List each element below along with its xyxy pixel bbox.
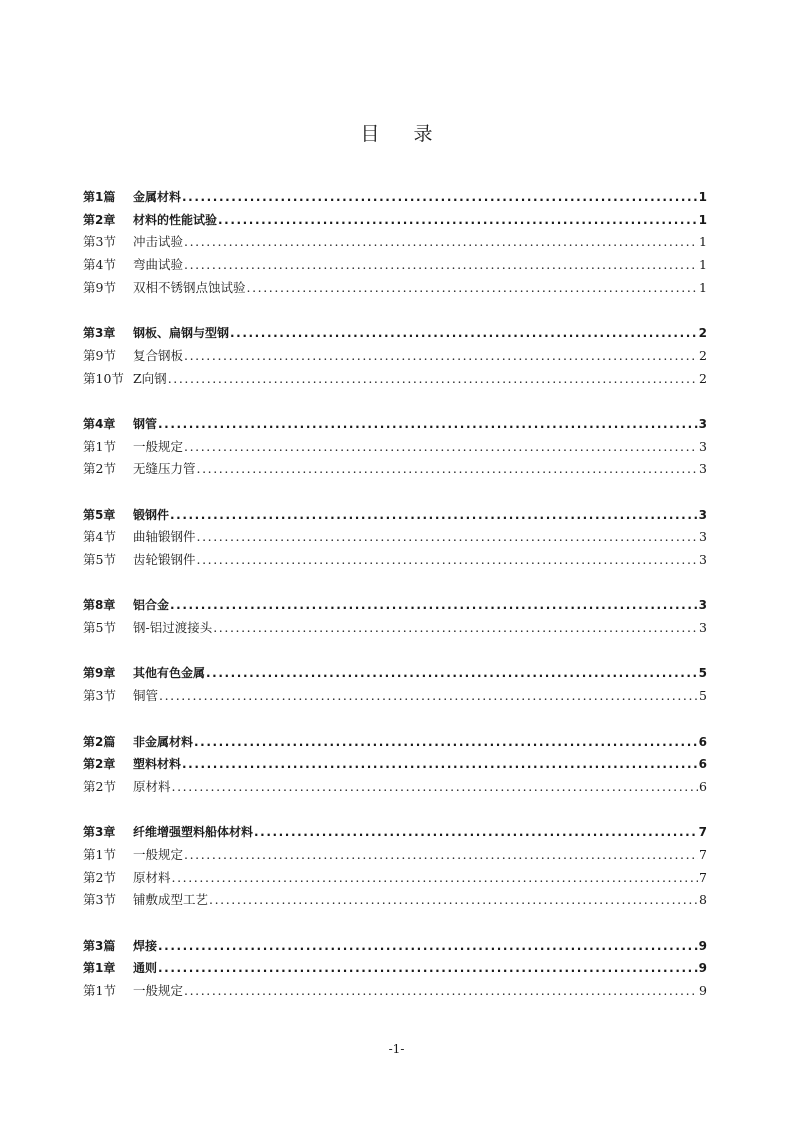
toc-entry-title: 金属材料: [133, 190, 182, 204]
toc-entry-page: 5: [699, 688, 707, 704]
toc-entry-title: 钢板、扁钢与型钢: [133, 326, 230, 341]
toc-entry-title: 通则: [133, 961, 158, 976]
toc-entry-number: 第9节: [83, 279, 116, 295]
toc-entry-number: 第10节: [83, 370, 124, 386]
toc-entry-page: 3: [698, 507, 707, 522]
toc-entry-page: 9: [698, 961, 707, 976]
toc-leader-dots: [197, 549, 699, 572]
toc-entry-number: 第3章: [83, 326, 116, 341]
toc-leader-dots: [184, 844, 698, 867]
toc-leader-dots: [170, 504, 698, 527]
toc-entry-page: 3: [699, 620, 707, 636]
toc-entry[interactable]: [83, 504, 707, 527]
toc-entry-page: 9: [699, 983, 707, 999]
toc-leader-dots: [184, 436, 698, 459]
toc-entry[interactable]: [83, 594, 707, 617]
toc-entry-title: 铜管: [133, 688, 159, 704]
toc-entry[interactable]: [83, 889, 707, 912]
toc-leader-dots: [158, 957, 698, 980]
toc-leader-dots: [158, 935, 698, 958]
toc-entry[interactable]: [83, 231, 707, 254]
toc-entry-page: 3: [698, 416, 707, 431]
toc-entry-page: 2: [699, 347, 707, 363]
toc-entry-page: 1: [698, 190, 707, 204]
toc-entry-title: 无缝压力管: [133, 461, 196, 477]
toc-entry-page: 1: [699, 279, 707, 295]
toc-entry-page: 6: [699, 778, 707, 794]
group-spacer: [83, 390, 707, 413]
toc-entry-title: 材料的性能试验: [133, 212, 218, 227]
toc-entry[interactable]: [83, 980, 707, 1003]
toc-entry-title: 一般规定: [133, 846, 184, 862]
toc-leader-dots: [197, 526, 699, 549]
toc-entry-page: 1: [698, 212, 707, 227]
toc-leader-dots: [184, 980, 698, 1003]
toc-entry-title: 原材料: [133, 778, 171, 794]
toc-entry-title: 非金属材料: [133, 734, 194, 749]
toc-entry-title: 锻钢件: [133, 507, 170, 522]
toc-entry-page: 3: [699, 529, 707, 545]
toc-entry-title: 铺敷成型工艺: [133, 892, 209, 908]
toc-leader-dots: [158, 413, 698, 436]
toc-entry[interactable]: [83, 685, 707, 708]
toc-entry-title: 焊接: [133, 938, 158, 953]
toc-entry-number: 第1节: [83, 846, 116, 862]
toc-entry[interactable]: [83, 413, 707, 436]
toc-leader-dots: [170, 594, 698, 617]
toc-entry-number: 第5节: [83, 620, 116, 636]
title-char-2: 录: [413, 123, 433, 145]
toc-entry-page: 8: [699, 892, 707, 908]
toc-entry-number: 第1章: [83, 961, 116, 976]
toc-entry-number: 第1节: [83, 983, 116, 999]
toc-entry-title: 弯曲试验: [133, 257, 184, 273]
toc-leader-dots: [184, 254, 698, 277]
toc-entry-number: 第2章: [83, 212, 116, 227]
toc-entry-title: 双相不锈钢点蚀试验: [133, 279, 246, 295]
toc-leader-dots: [182, 186, 698, 209]
toc-entry-number: 第3章: [83, 825, 116, 840]
group-spacer: [83, 799, 707, 822]
toc-entry-number: 第1节: [83, 438, 116, 454]
toc-entry-number: 第3节: [83, 892, 116, 908]
toc-entry[interactable]: [83, 844, 707, 867]
group-spacer: [83, 640, 707, 663]
toc-entry-number: 第3节: [83, 234, 116, 250]
group-spacer: [83, 481, 707, 504]
toc-leader-dots: [194, 731, 698, 754]
group-spacer: [83, 299, 707, 322]
toc-leader-dots: [184, 345, 698, 368]
toc-entry[interactable]: [83, 368, 707, 391]
toc-leader-dots: [254, 821, 698, 844]
toc-entry-page: 6: [698, 757, 707, 772]
group-spacer: [83, 572, 707, 595]
toc-entry[interactable]: [83, 776, 707, 799]
toc-entry-title: 曲轴锻钢件: [133, 529, 196, 545]
toc-entry-page: 7: [699, 846, 707, 862]
toc-entry[interactable]: [83, 345, 707, 368]
toc-leader-dots: [197, 458, 699, 481]
toc-entry-title: 原材料: [133, 869, 171, 885]
toc-entry[interactable]: [83, 277, 707, 300]
toc-entry[interactable]: [83, 254, 707, 277]
toc-entry[interactable]: [83, 821, 707, 844]
toc-entry-page: 6: [698, 734, 707, 749]
toc-entry[interactable]: [83, 209, 707, 232]
toc-entry-number: 第5节: [83, 552, 116, 567]
toc-leader-dots: [213, 617, 698, 640]
toc-leader-dots: [230, 322, 698, 345]
page-number: -1-: [388, 1042, 405, 1056]
toc-entry-number: 第2节: [83, 778, 116, 794]
toc-entry-number: 第5章: [83, 507, 116, 522]
page-title: [0, 119, 793, 146]
toc-leader-dots: [172, 776, 699, 799]
toc-entry-number: 第8章: [83, 598, 116, 613]
toc-entry-title: 铝合金: [133, 598, 170, 613]
toc-entry-page: 9: [698, 938, 707, 953]
toc-leader-dots: [247, 277, 699, 300]
toc-entry-title: 钢-铝过渡接头: [133, 620, 213, 636]
toc-leader-dots: [172, 867, 699, 890]
toc-entry-title: 冲击试验: [133, 234, 184, 250]
toc-entry-number: 第2节: [83, 461, 116, 477]
toc-entry-page: 3: [699, 552, 707, 567]
toc-entry-number: 第4章: [83, 416, 116, 431]
toc-entry[interactable]: [83, 436, 707, 459]
toc-entry[interactable]: [83, 935, 707, 958]
table-of-contents: [83, 186, 707, 1003]
toc-leader-dots: [182, 753, 698, 776]
toc-entry-page: 5: [698, 666, 707, 681]
toc-entry-title: 复合钢板: [133, 347, 184, 363]
toc-entry-number: 第4节: [83, 529, 116, 545]
toc-entry[interactable]: [83, 753, 707, 776]
toc-entry-title: 齿轮锻钢件: [133, 552, 196, 567]
toc-entry-page: 7: [699, 869, 707, 885]
toc-entry-page: 7: [698, 825, 707, 840]
toc-entry-title: Z向钢: [133, 370, 167, 386]
toc-leader-dots: [168, 368, 698, 391]
toc-entry-title: 其他有色金属: [133, 666, 206, 681]
toc-entry-page: 2: [699, 370, 707, 386]
toc-entry-title: 一般规定: [133, 983, 184, 999]
toc-entry-number: 第2篇: [83, 734, 116, 749]
toc-leader-dots: [209, 889, 698, 912]
toc-entry-page: 3: [699, 438, 707, 454]
toc-entry-page: 2: [698, 326, 707, 341]
toc-entry-title: 纤维增强塑料船体材料: [133, 825, 254, 840]
toc-entry-page: 3: [699, 461, 707, 477]
toc-leader-dots: [159, 685, 698, 708]
toc-entry-number: 第9章: [83, 666, 116, 681]
toc-entry[interactable]: [83, 526, 707, 549]
toc-entry[interactable]: [83, 731, 707, 754]
toc-entry[interactable]: [83, 662, 707, 685]
toc-entry-title: 钢管: [133, 416, 158, 431]
toc-entry-title: 塑料材料: [133, 757, 182, 772]
toc-entry[interactable]: [83, 867, 707, 890]
group-spacer: [83, 912, 707, 935]
toc-entry-title: 一般规定: [133, 438, 184, 454]
toc-entry[interactable]: [83, 322, 707, 345]
toc-leader-dots: [184, 231, 698, 254]
toc-entry-page: 1: [699, 257, 707, 273]
toc-entry-number: 第4节: [83, 257, 116, 273]
toc-entry-page: 1: [699, 234, 707, 250]
toc-leader-dots: [218, 209, 698, 232]
toc-entry-number: 第3节: [83, 688, 116, 704]
toc-entry[interactable]: [83, 617, 707, 640]
toc-entry[interactable]: [83, 186, 707, 209]
group-spacer: [83, 708, 707, 731]
toc-entry-number: 第9节: [83, 347, 116, 363]
toc-entry-number: 第2章: [83, 757, 116, 772]
title-char-1: 目: [360, 123, 380, 145]
toc-leader-dots: [206, 662, 698, 685]
toc-entry-number: 第3篇: [83, 938, 116, 953]
toc-entry-page: 3: [698, 598, 707, 613]
toc-entry[interactable]: [83, 458, 707, 481]
toc-entry[interactable]: [83, 957, 707, 980]
toc-entry-number: 第1篇: [83, 190, 116, 204]
toc-entry[interactable]: [83, 549, 707, 572]
toc-entry-number: 第2节: [83, 869, 116, 885]
